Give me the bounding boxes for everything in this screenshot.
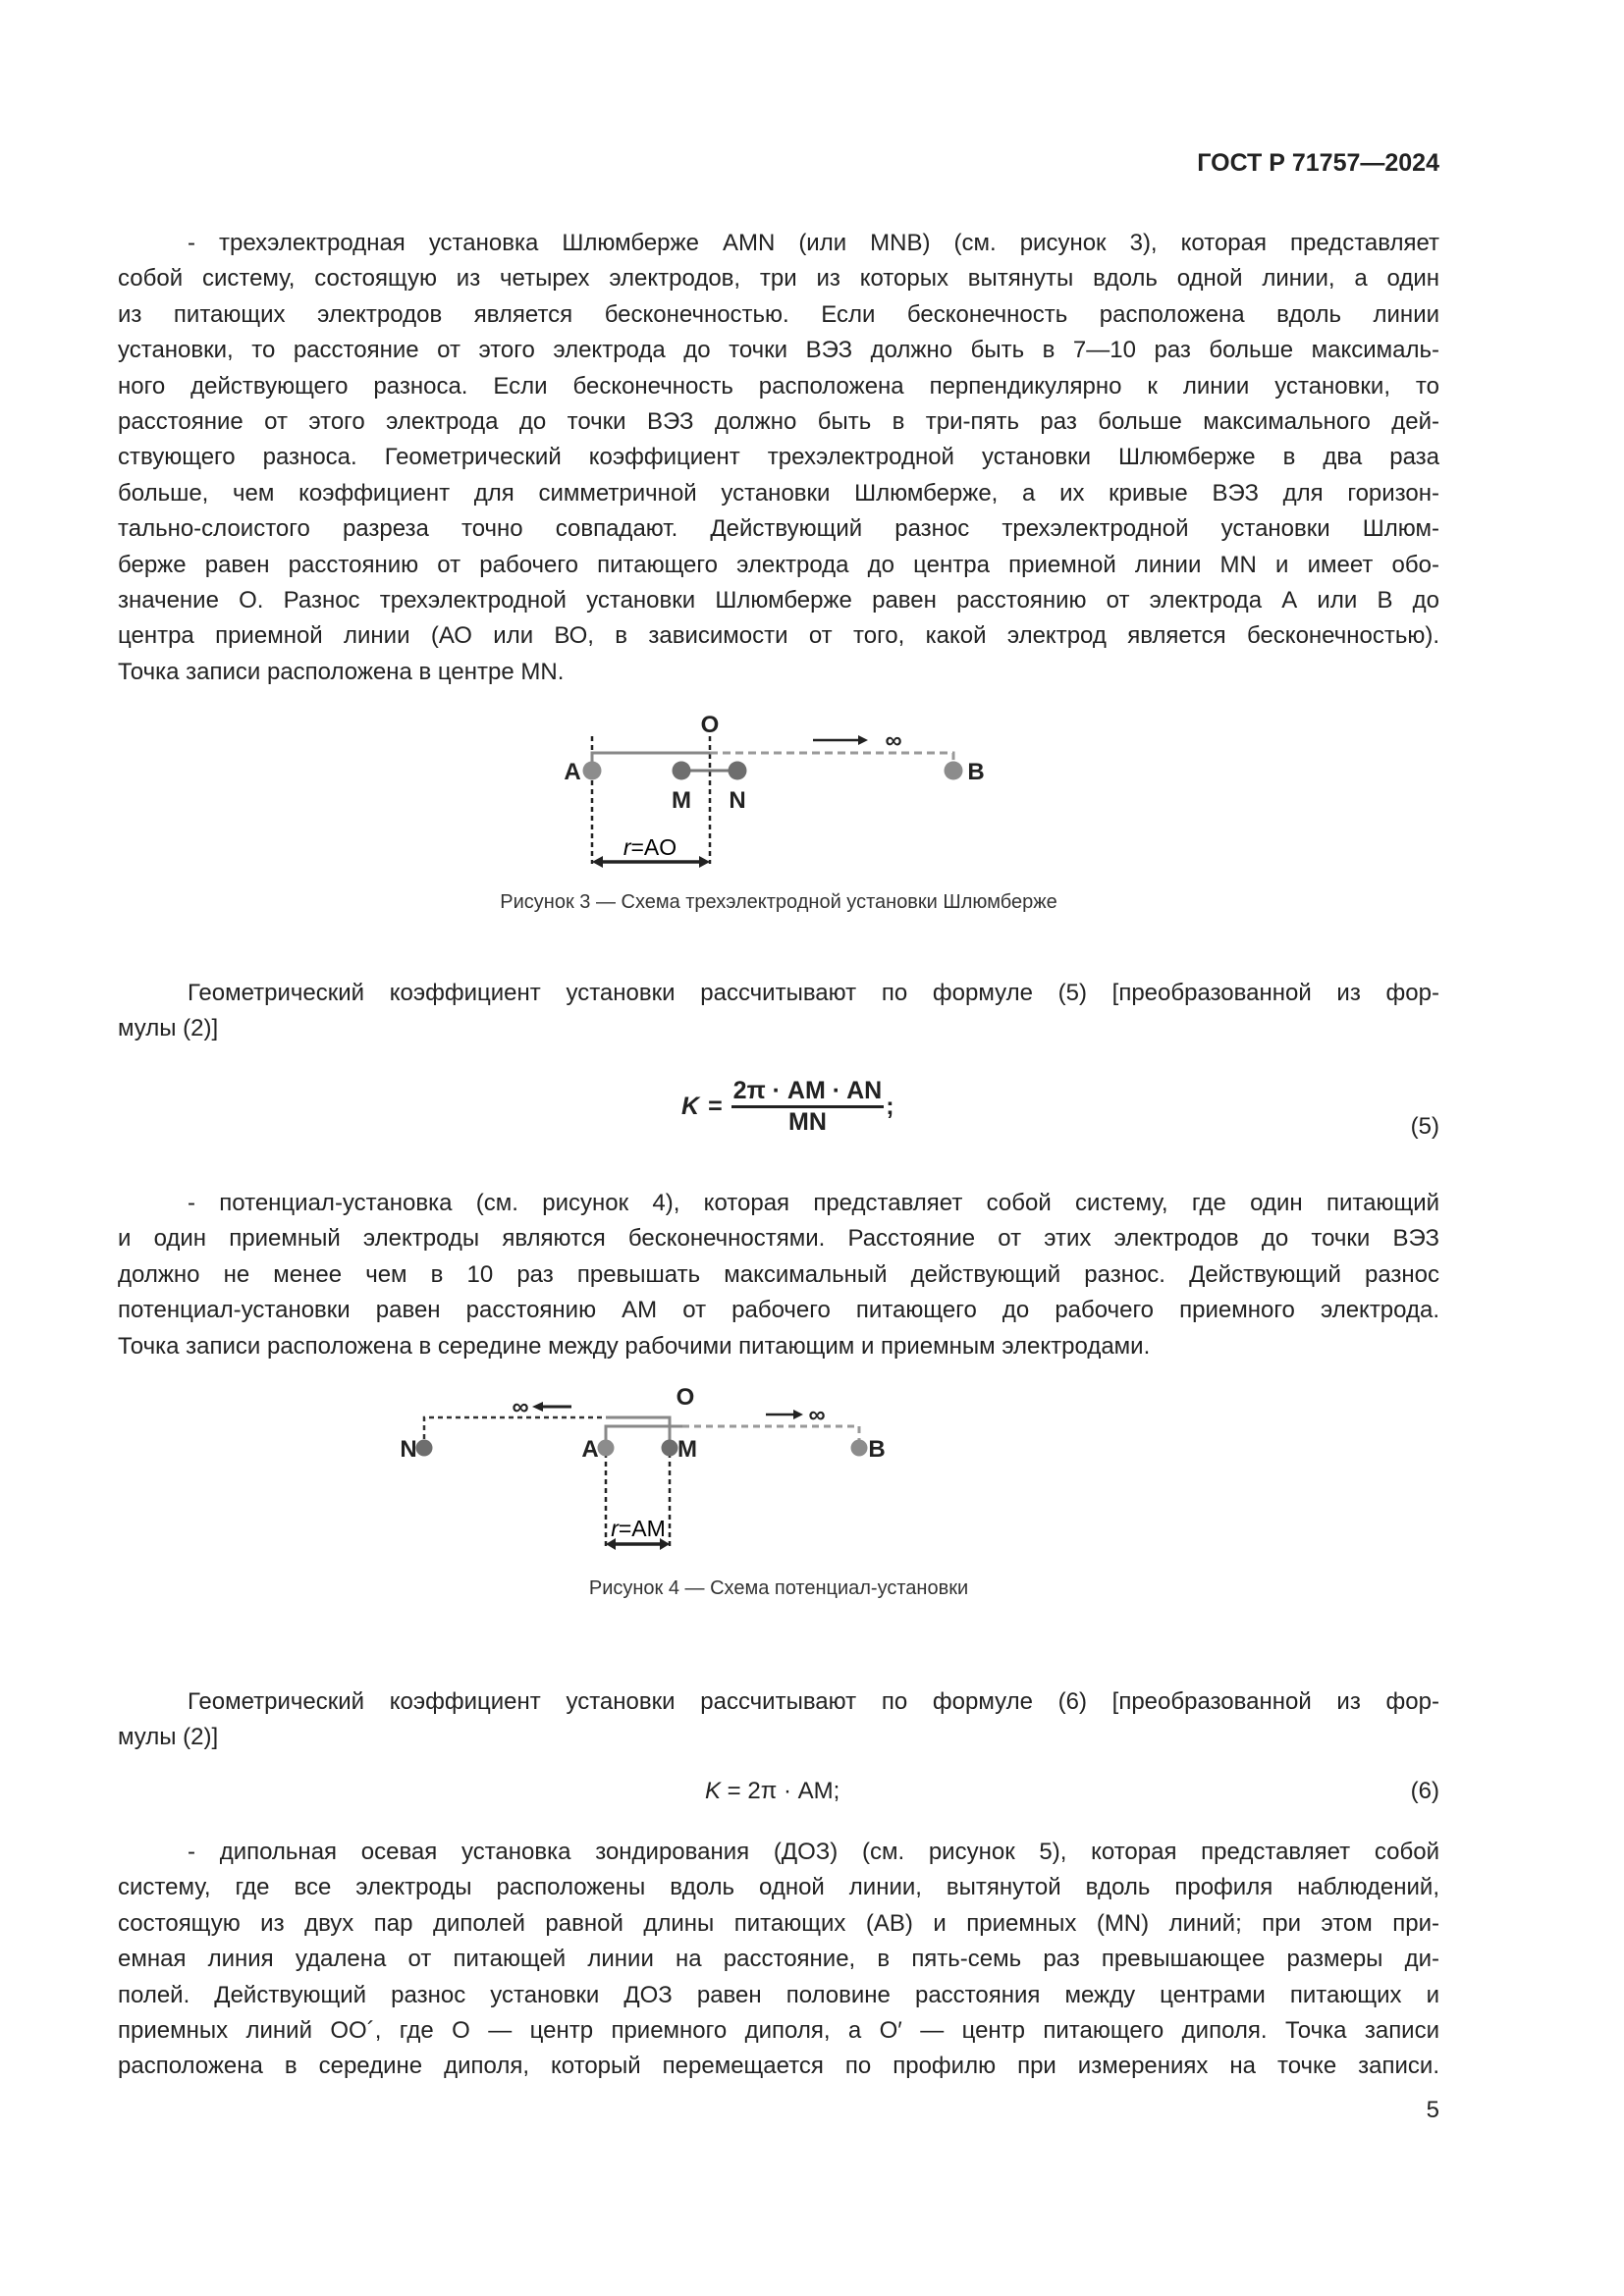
label-n: N [729,787,746,814]
text-line: приемных линий ОО´, где О — центр приемного диполя, а О′ — центр питающего диполя. Точка записи [118,2017,1439,2045]
text-line: больше, чем коэффициент для симметричной установки Шлюмберже, а их кривые ВЭЗ для горизон- [118,479,1439,507]
formula-5-number: (5) [1410,1113,1439,1140]
label-m: M [677,1436,697,1463]
text-line: мулы (2)] [118,1015,219,1042]
formula-denominator: MN [788,1108,827,1136]
label-o: O [676,1384,695,1411]
arrow-head [858,735,868,745]
formula-5 [680,1076,895,1138]
text-line: систему, где все электроды расположены вдоль одной линии, вытянутой вдоль профиля наблюдений, [118,1874,1439,1901]
feed-line-dashed [710,753,953,771]
text-line: - потенциал-установка (см. рисунок 4), которая представляет собой систему, где один питающий [188,1190,1439,1216]
text-line: из питающих электродов является бесконечностью. Если бесконечность расположена вдоль линии [118,300,1439,328]
figure-3-caption: Рисунок 3 — Схема трехэлектродной установки Шлюмберже [500,891,1057,913]
text-line: установки, то расстояние от этого электрода до точки ВЭЗ должно быть в 7—10 раз больше максималь- [118,337,1439,364]
formula-6-number: (6) [1410,1778,1439,1804]
figure-4-diagram [400,1384,968,1599]
document-id: ГОСТ Р 71757—2024 [1197,149,1439,177]
text-line: потенциал-установки равен расстоянию АМ от рабочего питающего до рабочего приемного электрода. [118,1297,1439,1324]
electrode-n [729,762,747,780]
text-line: тально-слоистого разреза точно совпадают. Действующий разнос трехэлектродной установки Шлюм- [118,515,1439,543]
text-line: Геометрический коэффициент установки рассчитывают по формуле (5) [преобразованной из фор- [188,980,1439,1006]
infinity-symbol: ∞ [885,727,902,754]
line-n-dashed [424,1417,606,1448]
label-o: O [700,712,720,738]
formula-lhs: K [681,1093,700,1120]
text-line: емная линия удалена от питающей линии на расстояние, в пять-семь раз превышающее размеры ди- [118,1946,1439,1973]
text-line: должно не менее чем в 10 раз превышать максимальный действующий разнос. Действующий разнос [118,1260,1439,1288]
label-a: A [564,759,581,785]
line-m-solid [606,1417,670,1448]
page-number: 5 [1426,2097,1439,2123]
infinity-right: ∞ [808,1402,826,1428]
text-line: ствующего разноса. Геометрический коэффициент трехэлектродной установки Шлюмберже в два раза [118,444,1439,471]
text-line: полей. Действующий разнос установки ДОЗ равен половине расстояния между центрами питающих и [118,1981,1439,2008]
label-b: B [868,1436,886,1463]
label-m: M [672,787,691,814]
text-line: состоящую из двух пар диполей равной длины питающих (АВ) и приемных (MN) линий; при этом при- [118,1909,1439,1937]
electrode-m [673,762,691,780]
text-line: расстояние от этого электрода до точки ВЭЗ должно быть в три-пять раз больше максимального дей- [118,408,1439,436]
text-line: и один приемный электроды являются бесконечностями. Расстояние от этих электродов до точки ВЭЗ [118,1225,1439,1253]
paragraph-dipole-axial [118,1835,1439,2085]
text-line: мулы (2)] [118,1724,219,1751]
formula-tail: ; [886,1093,894,1120]
electrode-n [416,1440,433,1457]
formula-numerator: 2π · AM · AN [731,1077,885,1108]
label-n: N [400,1436,417,1463]
text-line: собой систему, состоящую из четырех электродов, три из которых вытянуты вдоль одной линии, а один [118,265,1439,293]
text-line: расположена в середине диполя, который перемещается по профилю при измерениях на точке записи. [118,2053,1439,2080]
text-line: ного действующего разноса. Если бесконечность расположена перпендикулярно к линии установки, то [118,372,1439,400]
electrode-a [583,762,602,780]
formula-eq: = [708,1093,723,1120]
label-b: B [967,759,985,785]
text-line: - дипольная осевая установка зондирования (ДОЗ) (см. рисунок 5), которая представляет собой [188,1839,1439,1865]
electrode-b [945,762,963,780]
formula-6: K = 2π · AM; [705,1778,840,1804]
dimension-label: r=AO [623,834,677,860]
infinity-left: ∞ [512,1394,529,1420]
text-line: Точка записи расположена в центре MN. [118,658,565,685]
text-line: Точка записи расположена в середине между рабочими питающим и приемным электродами. [118,1332,1151,1360]
paragraph-formula-6-intro [118,1684,1439,1756]
dimension-label: r=AM [611,1516,666,1541]
paragraph-potential-setup [118,1186,1439,1364]
electrode-b [851,1440,868,1457]
text-line: центра приемной линии (АО или ВО, в зависимости от того, какой электрод является бесконечностью). [118,622,1439,650]
text-line: Геометрический коэффициент установки рассчитывают по формуле (6) [преобразованной из фор- [188,1688,1439,1715]
line-b-dashed [682,1426,859,1448]
electrode-m [662,1440,678,1457]
feed-line-solid [592,753,710,771]
label-a: A [581,1436,599,1463]
paragraph-formula-5-intro [118,976,1439,1047]
figure-4-caption: Рисунок 4 — Схема потенциал-установки [588,1577,969,1599]
text-line: - трехэлектродная установка Шлюмберже AMN (или MNB) (см. рисунок 3), которая представляет [188,230,1439,256]
electrode-a [598,1440,615,1457]
text-line: берже равен расстоянию от рабочего питающего электрода до центра приемной линии MN и имеет обо- [118,551,1439,578]
text-line: значение О. Разнос трехэлектродной установки Шлюмберже равен расстоянию от электрода А или В до [118,587,1439,614]
